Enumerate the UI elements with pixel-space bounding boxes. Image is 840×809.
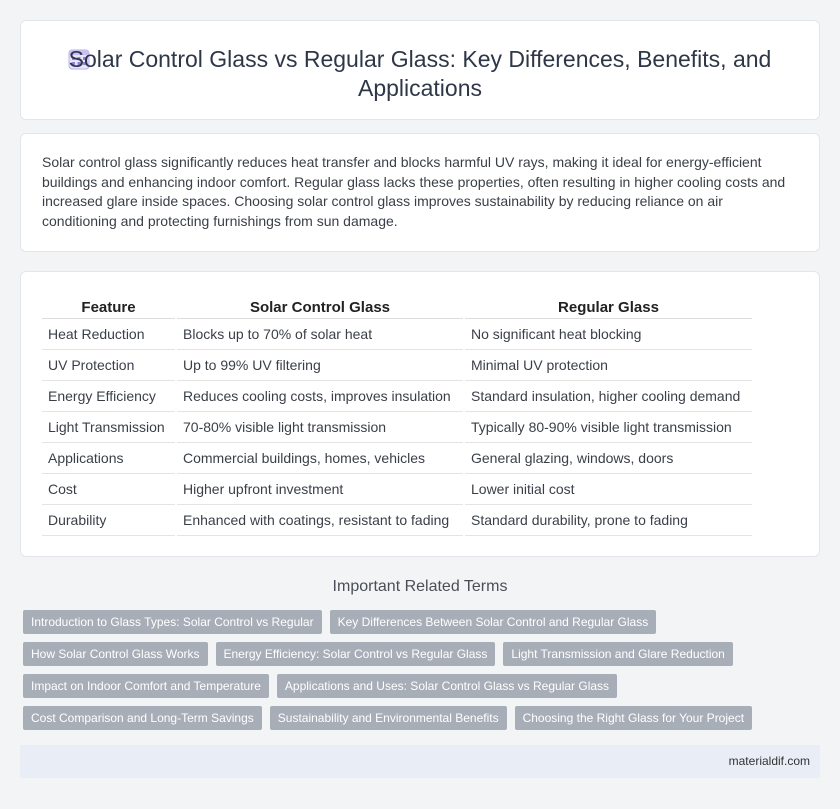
table-row (42, 350, 752, 381)
header-card (20, 20, 820, 120)
comparison-table (42, 296, 752, 536)
table-row (42, 474, 752, 505)
table-row (42, 443, 752, 474)
summary-text: Solar control glass significantly reduces heat transfer and blocks harmful UV rays, making it ideal for energy-efficient buildings and enhancing indoor comfort. Regular glass lacks these properties, often resulting in higher cooling costs and increased glare inside spaces. Choosing solar control glass improves sustainability by reducing reliance on air conditioning and protecting furnishings from sun damage. (42, 154, 786, 229)
table-header-row (42, 296, 752, 319)
header-feature: Feature (42, 296, 176, 319)
header-regular-glass: Regular Glass (464, 296, 752, 319)
cell-regular: Standard insulation, higher cooling demand (464, 381, 752, 412)
cell-feature: Applications (42, 443, 176, 474)
cell-feature: UV Protection (42, 350, 176, 381)
related-term-tag[interactable]: Applications and Uses: Solar Control Glass vs Regular Glass (277, 674, 617, 698)
comparison-card (20, 271, 820, 557)
footer-site-link[interactable]: materialdif.com (728, 754, 810, 768)
table-row (42, 319, 752, 350)
cell-feature: Light Transmission (42, 412, 176, 443)
summary-card (20, 133, 820, 252)
cell-solar: Commercial buildings, homes, vehicles (176, 443, 464, 474)
cell-solar: Higher upfront investment (176, 474, 464, 505)
related-terms-tags (23, 610, 823, 738)
page-title: Solar Control Glass vs Regular Glass: Key Differences, Benefits, and Applications (68, 46, 772, 101)
related-term-tag[interactable]: Cost Comparison and Long-Term Savings (23, 706, 262, 730)
cell-regular: No significant heat blocking (464, 319, 752, 350)
cell-solar: Up to 99% UV filtering (176, 350, 464, 381)
cell-feature: Heat Reduction (42, 319, 176, 350)
cell-regular: Lower initial cost (464, 474, 752, 505)
cell-regular: General glazing, windows, doors (464, 443, 752, 474)
table-row (42, 381, 752, 412)
tag-row (23, 610, 823, 634)
related-term-tag[interactable]: Energy Efficiency: Solar Control vs Regular Glass (216, 642, 496, 666)
cell-feature: Energy Efficiency (42, 381, 176, 412)
table-row (42, 505, 752, 536)
related-term-tag[interactable]: Sustainability and Environmental Benefits (270, 706, 507, 730)
cell-regular: Standard durability, prone to fading (464, 505, 752, 536)
cell-solar: Enhanced with coatings, resistant to fading (176, 505, 464, 536)
cell-solar: Reduces cooling costs, improves insulation (176, 381, 464, 412)
cell-solar: Blocks up to 70% of solar heat (176, 319, 464, 350)
cell-regular: Typically 80-90% visible light transmission (464, 412, 752, 443)
related-terms-title: Important Related Terms (332, 578, 508, 595)
related-term-tag[interactable]: Light Transmission and Glare Reduction (503, 642, 732, 666)
cell-feature: Durability (42, 505, 176, 536)
related-term-tag[interactable]: Choosing the Right Glass for Your Project (515, 706, 752, 730)
footer (20, 745, 820, 778)
related-term-tag[interactable]: Impact on Indoor Comfort and Temperature (23, 674, 269, 698)
related-term-tag[interactable]: How Solar Control Glass Works (23, 642, 208, 666)
tag-row (23, 642, 823, 666)
tag-row (23, 706, 823, 730)
header-solar-control-glass: Solar Control Glass (176, 296, 464, 319)
related-term-tag[interactable]: Introduction to Glass Types: Solar Control vs Regular (23, 610, 322, 634)
cell-solar: 70-80% visible light transmission (176, 412, 464, 443)
tag-row (23, 674, 823, 698)
related-term-tag[interactable]: Key Differences Between Solar Control and Regular Glass (330, 610, 657, 634)
table-row (42, 412, 752, 443)
cell-regular: Minimal UV protection (464, 350, 752, 381)
cell-feature: Cost (42, 474, 176, 505)
